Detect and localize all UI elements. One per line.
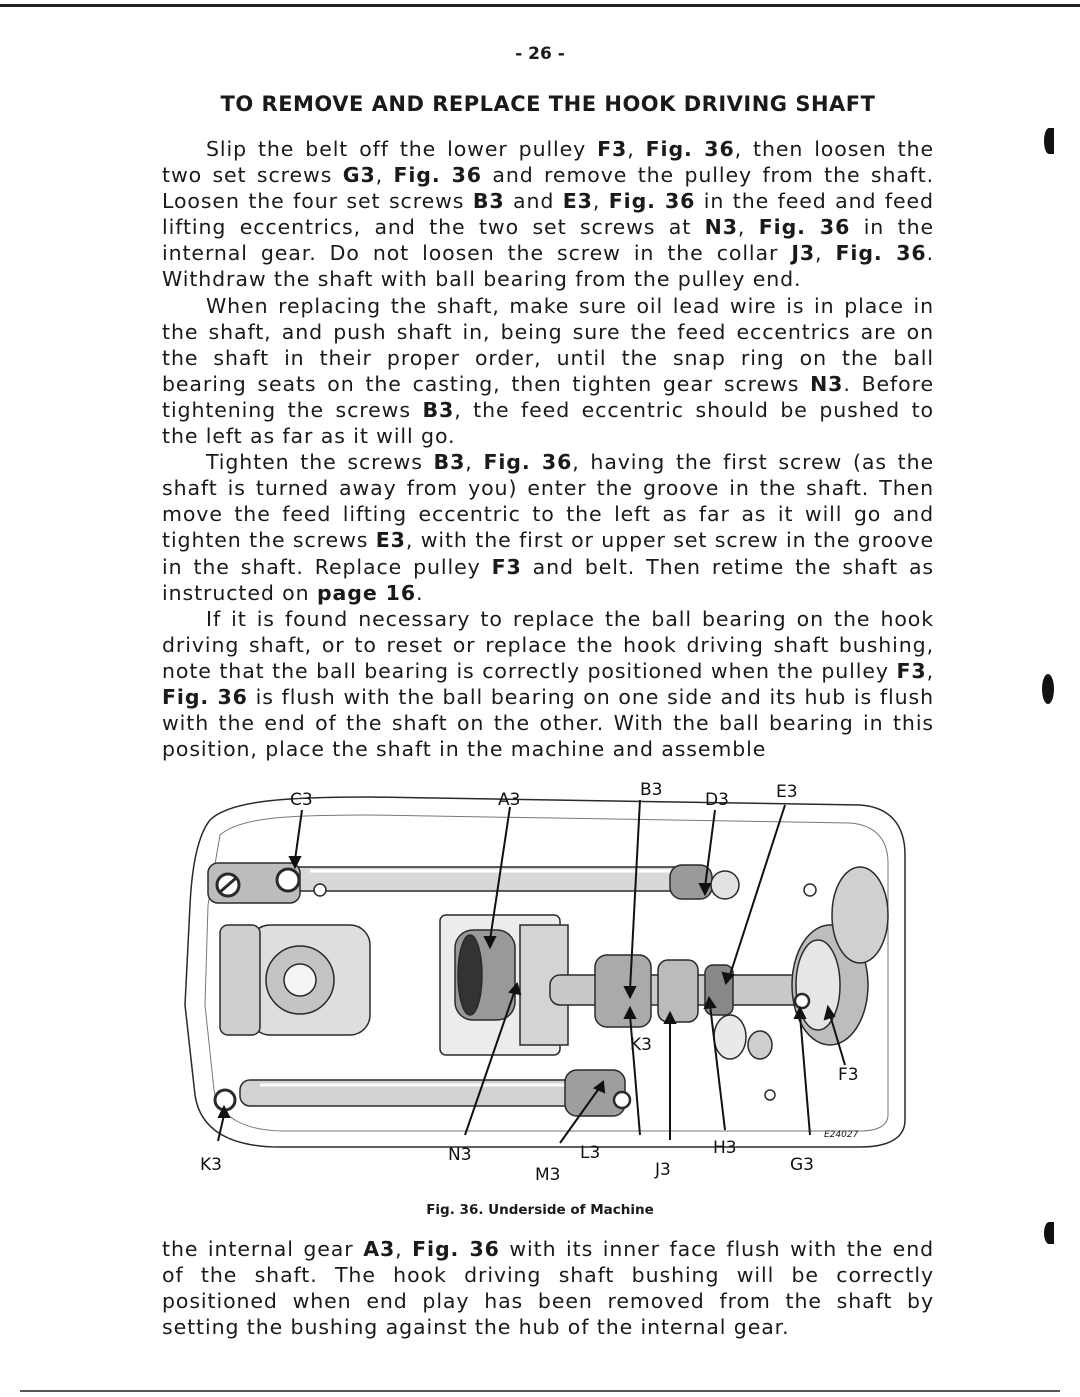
instructions-text [162, 136, 934, 762]
binder-hole-mark [1044, 128, 1054, 154]
paragraph: If it is found necessary to replace the ball bearing on the hook driving shaft, or to reset or replace the hook driving shaft bushing, note that the ball bearing is correctly positioned when the pulley F3, Fig. 36 is flush with the ball bearing on one side and its hub is flush with the end of the shaft on the other. With the ball bearing in this position, place the shaft in the machine and assemble [162, 606, 934, 762]
label-g3: G3 [790, 1155, 814, 1175]
binder-hole-mark [1044, 1222, 1054, 1244]
paragraph: Slip the belt off the lower pulley F3, Fig. 36, then loosen the two set screws G3, Fig. 36 and remove the pulley from the shaft. Loosen the four set screws B3 and E3, Fig. 36 in the feed and feed lifting eccentrics, and the two set screws at N3, Fig. 36 in the internal gear. Do not loosen the screw in the collar J3, Fig. 36. Withdraw the shaft with ball bearing from the pulley end. [162, 137, 934, 292]
label-l3: L3 [580, 1143, 601, 1163]
hook-bracket [220, 925, 260, 1035]
label-j3: J3 [655, 1160, 671, 1180]
feed-eccentric [595, 955, 651, 1027]
page-number: - 26 - [515, 44, 565, 64]
label-d3: D3 [705, 790, 729, 810]
label-m3: M3 [535, 1165, 561, 1185]
machine-illustration [170, 775, 910, 1185]
bottom-rule [20, 1390, 1060, 1392]
paragraph: the internal gear A3, Fig. 36 with its inner face flush with the end of the shaft. The hook driving shaft bushing will be correctly positioned when end play has been removed from the shaft by setting the bushing against the hub of the internal gear. [162, 1237, 934, 1340]
figure-caption: Fig. 36. Underside of Machine [426, 1202, 654, 1218]
paragraph: When replacing the shaft, make sure oil lead wire is in place in the shaft, and push shaft in, being sure the feed eccentrics are on the shaft in their proper order, until the snap ring on the ball bearing seats on the casting, then tighten gear screws N3. Before tightening the screws B3, the feed eccentric should be pushed to the left as far as it will go. [162, 293, 934, 449]
machine-underside-figure [170, 775, 910, 1185]
label-c3: C3 [290, 790, 313, 810]
top-rule [0, 4, 1080, 7]
label-k3-left: K3 [200, 1155, 222, 1175]
figure-stamp: E24027 [824, 1130, 859, 1140]
label-n3: N3 [448, 1145, 472, 1165]
paragraph: Tighten the screws B3, Fig. 36, having the first screw (as the shaft is turned away from you) enter the groove in the shaft. Then move the feed lifting eccentric to the left as far as it will go and tighten the screws E3, with the first or upper set screw in the groove in the shaft. Replace pulley F3 and belt. Then retime the shaft as instructed on page 16. [162, 450, 934, 605]
label-h3: H3 [713, 1138, 737, 1158]
feed-lifting-eccentric [658, 960, 698, 1022]
page-title: TO REMOVE AND REPLACE THE HOOK DRIVING SHAFT [220, 92, 876, 116]
label-b3: B3 [640, 780, 663, 800]
label-k3-right: K3 [630, 1035, 652, 1055]
binder-hole-mark [1042, 674, 1054, 704]
label-a3: A3 [498, 790, 521, 810]
right-wheel [832, 867, 888, 963]
label-e3: E3 [776, 782, 798, 802]
set-screw [277, 869, 299, 891]
continuation-text [162, 1236, 934, 1340]
label-f3: F3 [838, 1065, 859, 1085]
